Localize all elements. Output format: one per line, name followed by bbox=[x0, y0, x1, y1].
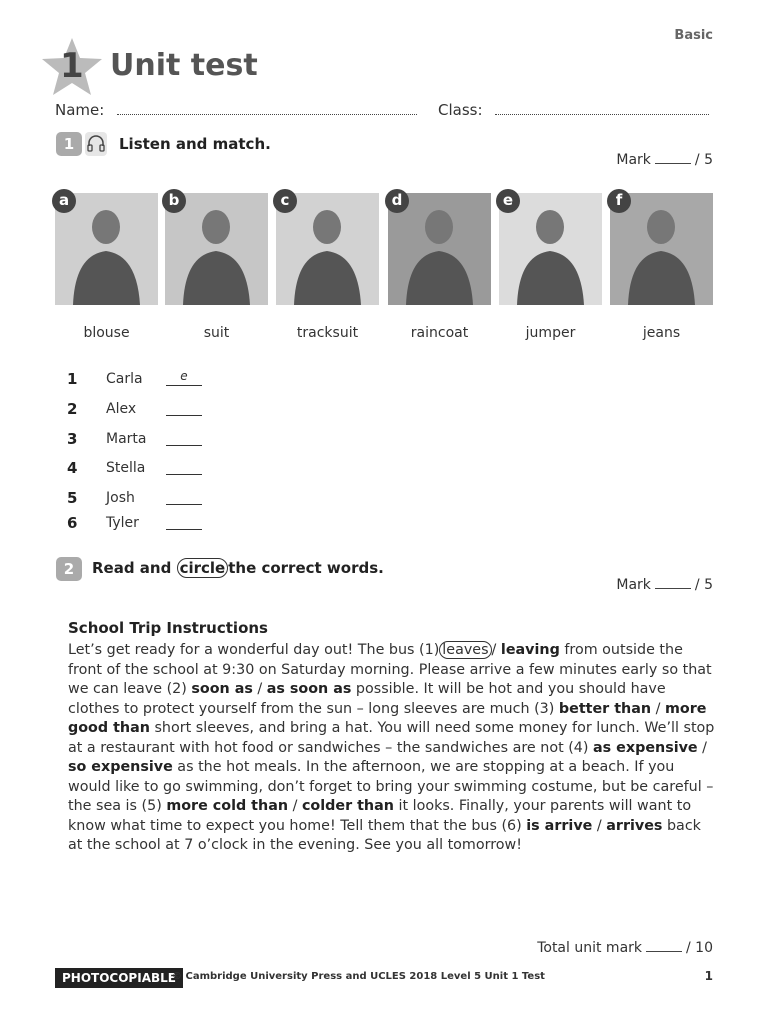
headphones-icon bbox=[85, 132, 107, 156]
question-name: Marta bbox=[106, 431, 147, 447]
class-row bbox=[438, 101, 709, 119]
total-blank[interactable] bbox=[646, 951, 682, 952]
question-number: 5 bbox=[67, 489, 78, 507]
photo-letter-b: b bbox=[162, 189, 186, 213]
photo-letter-e: e bbox=[496, 189, 520, 213]
name-label: Name: bbox=[55, 101, 105, 119]
level-label: Basic bbox=[674, 28, 713, 43]
text-segment: Let’s get ready for a wonderful day out! The bus (1) bbox=[68, 642, 440, 658]
mark-total: / 5 bbox=[694, 152, 713, 168]
option-3b[interactable]: more good than bbox=[68, 700, 707, 736]
option-3a[interactable]: better than bbox=[558, 700, 652, 717]
reading-paragraph bbox=[68, 641, 716, 856]
answer-blank[interactable]: e bbox=[166, 369, 202, 386]
answer-blank[interactable] bbox=[166, 488, 202, 505]
separator: / bbox=[252, 681, 267, 697]
option-1b[interactable]: leaving bbox=[500, 642, 560, 658]
exercise-1-mark bbox=[616, 152, 713, 168]
question-number: 4 bbox=[67, 459, 78, 477]
unit-number: 1 bbox=[60, 46, 84, 86]
question-name: Tyler bbox=[106, 515, 139, 531]
answer-blank[interactable] bbox=[166, 513, 202, 530]
photocopiable-badge: PHOTOCOPIABLE bbox=[55, 968, 183, 988]
text-segment: possible. It will be hot and you should have clothes to protect yourself from the sun – long sleeves are much (3) bbox=[68, 681, 666, 717]
separator: / bbox=[697, 739, 707, 756]
mark-label: Mark bbox=[616, 152, 651, 168]
question-name: Josh bbox=[106, 490, 135, 506]
exercise-2-mark bbox=[616, 577, 713, 593]
name-field[interactable] bbox=[117, 114, 417, 115]
option-6a[interactable]: is arrive bbox=[526, 817, 593, 834]
clothing-label-d: raincoat bbox=[410, 325, 469, 341]
question-name: Stella bbox=[106, 460, 146, 476]
class-field[interactable] bbox=[495, 114, 709, 115]
option-2a[interactable]: soon as bbox=[191, 681, 253, 697]
total-mark bbox=[537, 940, 713, 956]
page-number: 1 bbox=[704, 969, 713, 983]
mark-blank[interactable] bbox=[655, 588, 691, 589]
total-value: / 10 bbox=[686, 940, 713, 956]
separator: / bbox=[651, 700, 665, 717]
class-label: Class: bbox=[438, 101, 483, 119]
answer-blank[interactable] bbox=[166, 429, 202, 446]
mark-blank[interactable] bbox=[655, 163, 691, 164]
exercise-2-instruction bbox=[92, 559, 384, 577]
answer-blank[interactable] bbox=[166, 399, 202, 416]
option-4a[interactable]: as expensive bbox=[593, 739, 698, 756]
text-segment: short sleeves, and bring a hat. You will need some money for lunch. We’ll stop at a restaurant with hot food or sandwiches – the sandwiches are not (4) bbox=[68, 720, 715, 756]
separator: / bbox=[288, 798, 302, 814]
photo-letter-a: a bbox=[52, 189, 76, 213]
mark-total: / 5 bbox=[694, 577, 713, 593]
photo-letter-f: f bbox=[607, 189, 631, 213]
answer-blank[interactable] bbox=[166, 458, 202, 475]
instruction-circle-word: circle bbox=[177, 558, 229, 578]
clothing-label-a: blouse bbox=[83, 325, 130, 341]
total-label: Total unit mark bbox=[537, 940, 643, 956]
clothing-label-f: jeans bbox=[642, 325, 681, 341]
option-6b[interactable]: arrives bbox=[606, 817, 663, 834]
question-number: 1 bbox=[67, 370, 78, 388]
option-4b[interactable]: so expensive bbox=[68, 759, 173, 775]
clothing-label-e: jumper bbox=[525, 325, 576, 341]
separator: / bbox=[491, 642, 501, 658]
photo-letter-d: d bbox=[385, 189, 409, 213]
exercise-1-instruction: Listen and match. bbox=[119, 135, 271, 153]
question-number: 3 bbox=[67, 430, 78, 448]
text-segment: it looks. Finally, your parents will want to know what time to expect you home! Tell them that the bus (6) bbox=[68, 798, 692, 834]
text-segment: back at the school at 7 o’clock in the evening. See you all tomorrow! bbox=[68, 817, 701, 853]
option-1a[interactable]: leaves bbox=[439, 641, 491, 659]
separator: / bbox=[592, 817, 607, 834]
option-5a[interactable]: more cold than bbox=[166, 798, 289, 814]
exercise-1-badge: 1 bbox=[56, 132, 82, 156]
instruction-text-end: the correct words. bbox=[228, 559, 384, 577]
page-title: Unit test bbox=[110, 48, 258, 83]
question-name: Carla bbox=[106, 371, 143, 387]
name-row bbox=[55, 101, 417, 119]
instruction-text: Read and bbox=[92, 559, 172, 577]
mark-label: Mark bbox=[616, 577, 651, 593]
copyright-text: © Cambridge University Press and UCLES 2018 Level 5 Unit 1 Test bbox=[172, 971, 545, 982]
photo-letter-c: c bbox=[273, 189, 297, 213]
clothing-label-b: suit bbox=[203, 325, 230, 341]
option-5b[interactable]: colder than bbox=[301, 798, 394, 814]
option-2b[interactable]: as soon as bbox=[266, 681, 352, 697]
text-segment: from outside the front of the school at 9:30 on Saturday morning. Please arrive a few minutes early so that we can leave (2) bbox=[68, 642, 712, 697]
question-number: 2 bbox=[67, 400, 78, 418]
question-name: Alex bbox=[106, 401, 137, 417]
question-number: 6 bbox=[67, 514, 78, 532]
section-subtitle: School Trip Instructions bbox=[68, 619, 268, 637]
clothing-label-c: tracksuit bbox=[296, 325, 359, 341]
exercise-2-badge: 2 bbox=[56, 557, 82, 581]
text-segment: as the hot meals. In the afternoon, we are stopping at a beach. If you would like to go swimming, don’t forget to bring your swimming costume, but be careful – the sea is (5) bbox=[68, 759, 714, 814]
